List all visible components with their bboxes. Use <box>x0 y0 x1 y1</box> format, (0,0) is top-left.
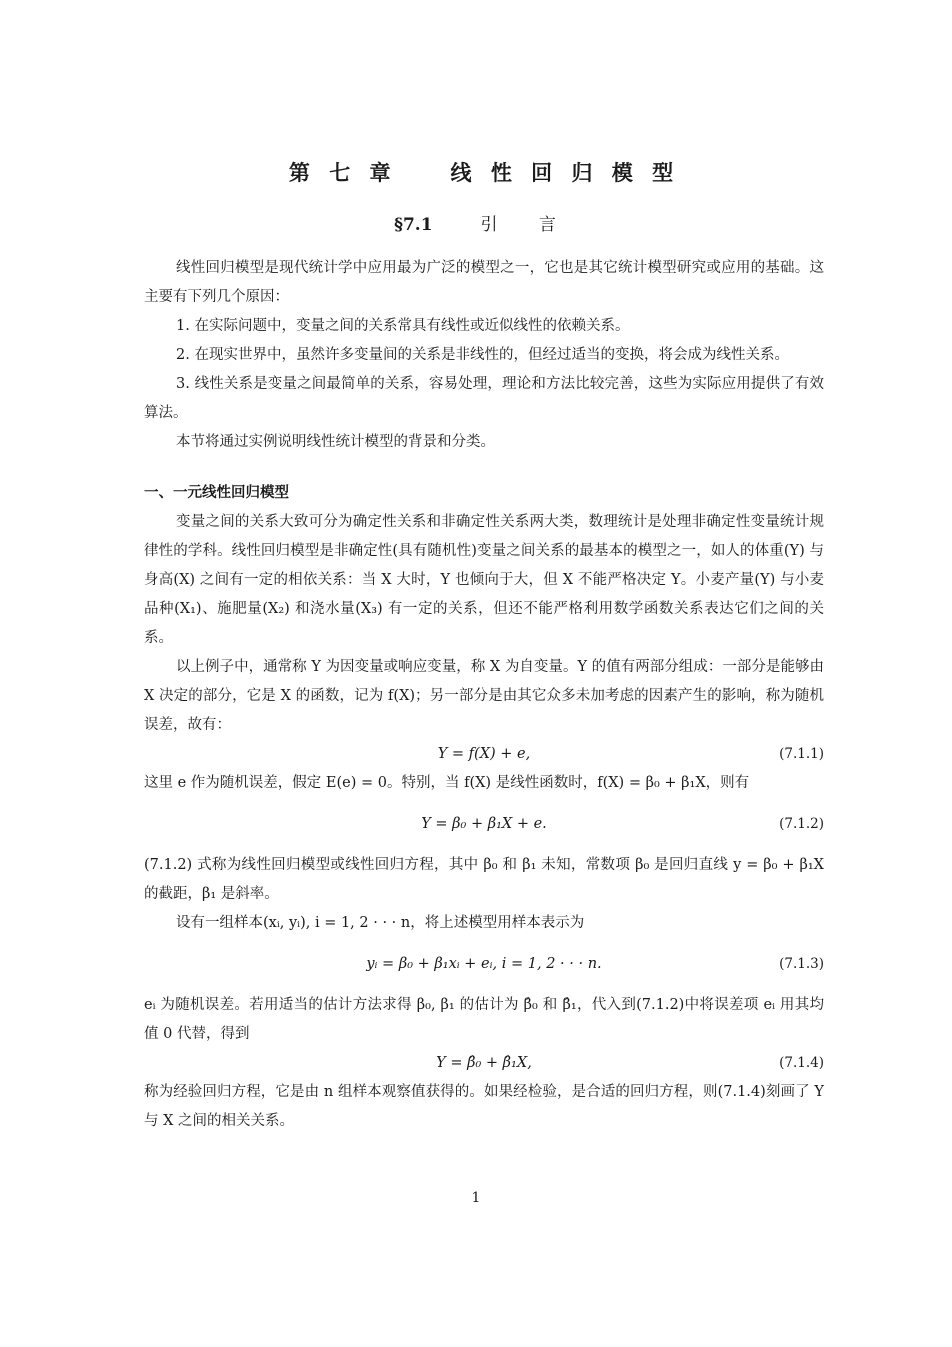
chapter-title: 第 七 章 线 性 回 归 模 型 <box>288 161 680 185</box>
equation-body: Y = β₀ + β₁X + e. <box>421 816 547 832</box>
body-paragraph-5: 设有一组样本(xᵢ, yᵢ), i = 1, 2 · · · n，将上述模型用样本表示为 <box>176 915 585 931</box>
section-title: 引 言 <box>480 215 574 235</box>
section-heading <box>144 210 824 240</box>
equation-body: Y = f(X) + e, <box>437 746 531 762</box>
body-paragraph-2: 以上例子中，通常称 Y 为因变量或响应变量，称 X 为自变量。Y 的值有两部分组成：一部分是能够由 X 决定的部分，它是 X 的函数，记为 f(X)；另一部分是由其它众多未加考虑的因素产生的影响，称为随机误差，故有： <box>144 659 824 733</box>
intro-closing-paragraph: 本节将通过实例说明线性统计模型的背景和分类。 <box>176 434 495 450</box>
intro-list-item-1: 1. 在实际问题中，变量之间的关系常具有线性或近似线性的依赖关系。 <box>176 318 630 334</box>
body-paragraph-3: 这里 e 作为随机误差，假定 E(e) = 0。特别，当 f(X) 是线性函数时，f(X) = β₀ + β₁X，则有 <box>144 775 750 791</box>
equation-number: (7.1.2) <box>779 816 824 832</box>
page-content <box>144 156 824 1136</box>
equation-body: yᵢ = β₀ + β₁xᵢ + eᵢ, i = 1, 2 · · · n. <box>366 956 602 972</box>
body-paragraph-4: (7.1.2) 式称为线性回归模型或线性回归方程，其中 β₀ 和 β₁ 未知，常数项 β₀ 是回归直线 y = β₀ + β₁X 的截距，β₁ 是斜率。 <box>144 857 824 902</box>
equation-number: (7.1.4) <box>779 1055 824 1071</box>
intro-list-item-2: 2. 在现实世界中，虽然许多变量间的关系是非线性的，但经过适当的变换，将会成为线性关系。 <box>176 347 789 363</box>
equation-number: (7.1.3) <box>779 956 824 972</box>
equation-body: Y = β̂₀ + β̂₁X, <box>436 1055 532 1071</box>
body-paragraph-7: 称为经验回归方程，它是由 n 组样本观察值获得的。如果经检验，是合适的回归方程，则(7.1.4)刻画了 Y 与 X 之间的相关关系。 <box>144 1084 824 1129</box>
intro-list-item-3: 3. 线性关系是变量之间最简单的关系，容易处理，理论和方法比较完善，这些为实际应用提供了有效算法。 <box>144 376 824 421</box>
section-number: §7.1 <box>394 215 433 235</box>
equation-7-1-3 <box>144 950 824 979</box>
page-number: 1 <box>471 1190 481 1206</box>
intro-paragraph: 线性回归模型是现代统计学中应用最为广泛的模型之一，它也是其它统计模型研究或应用的基础。这主要有下列几个原因： <box>144 260 824 305</box>
subsection-title: 一、一元线性回归模型 <box>144 485 289 501</box>
equation-7-1-1 <box>144 740 824 769</box>
equation-7-1-4 <box>144 1049 824 1078</box>
equation-number: (7.1.1) <box>779 746 824 762</box>
equation-7-1-2 <box>144 810 824 839</box>
body-paragraph-6: eᵢ 为随机误差。若用适当的估计方法求得 β₀, β₁ 的估计为 β̂₀ 和 β̂₁，代入到(7.1.2)中将误差项 eᵢ 用其均值 0 代替，得到 <box>144 997 824 1042</box>
body-paragraph-1: 变量之间的关系大致可分为确定性关系和非确定性关系两大类，数理统计是处理非确定性变量统计规律性的学科。线性回归模型是非确定性(具有随机性)变量之间关系的最基本的模型之一，如人的体重(Y) 与身高(X) 之间有一定的相依关系：当 X 大时，Y 也倾向于大，但 X 不能严格决定 Y。小麦产量(Y) 与小麦品种(X₁)、施肥量(X₂) 和浇水量(X₃) 有一定的关系，但还不能严格利用数学函数关系表达它们之间的关系。 <box>144 514 824 646</box>
